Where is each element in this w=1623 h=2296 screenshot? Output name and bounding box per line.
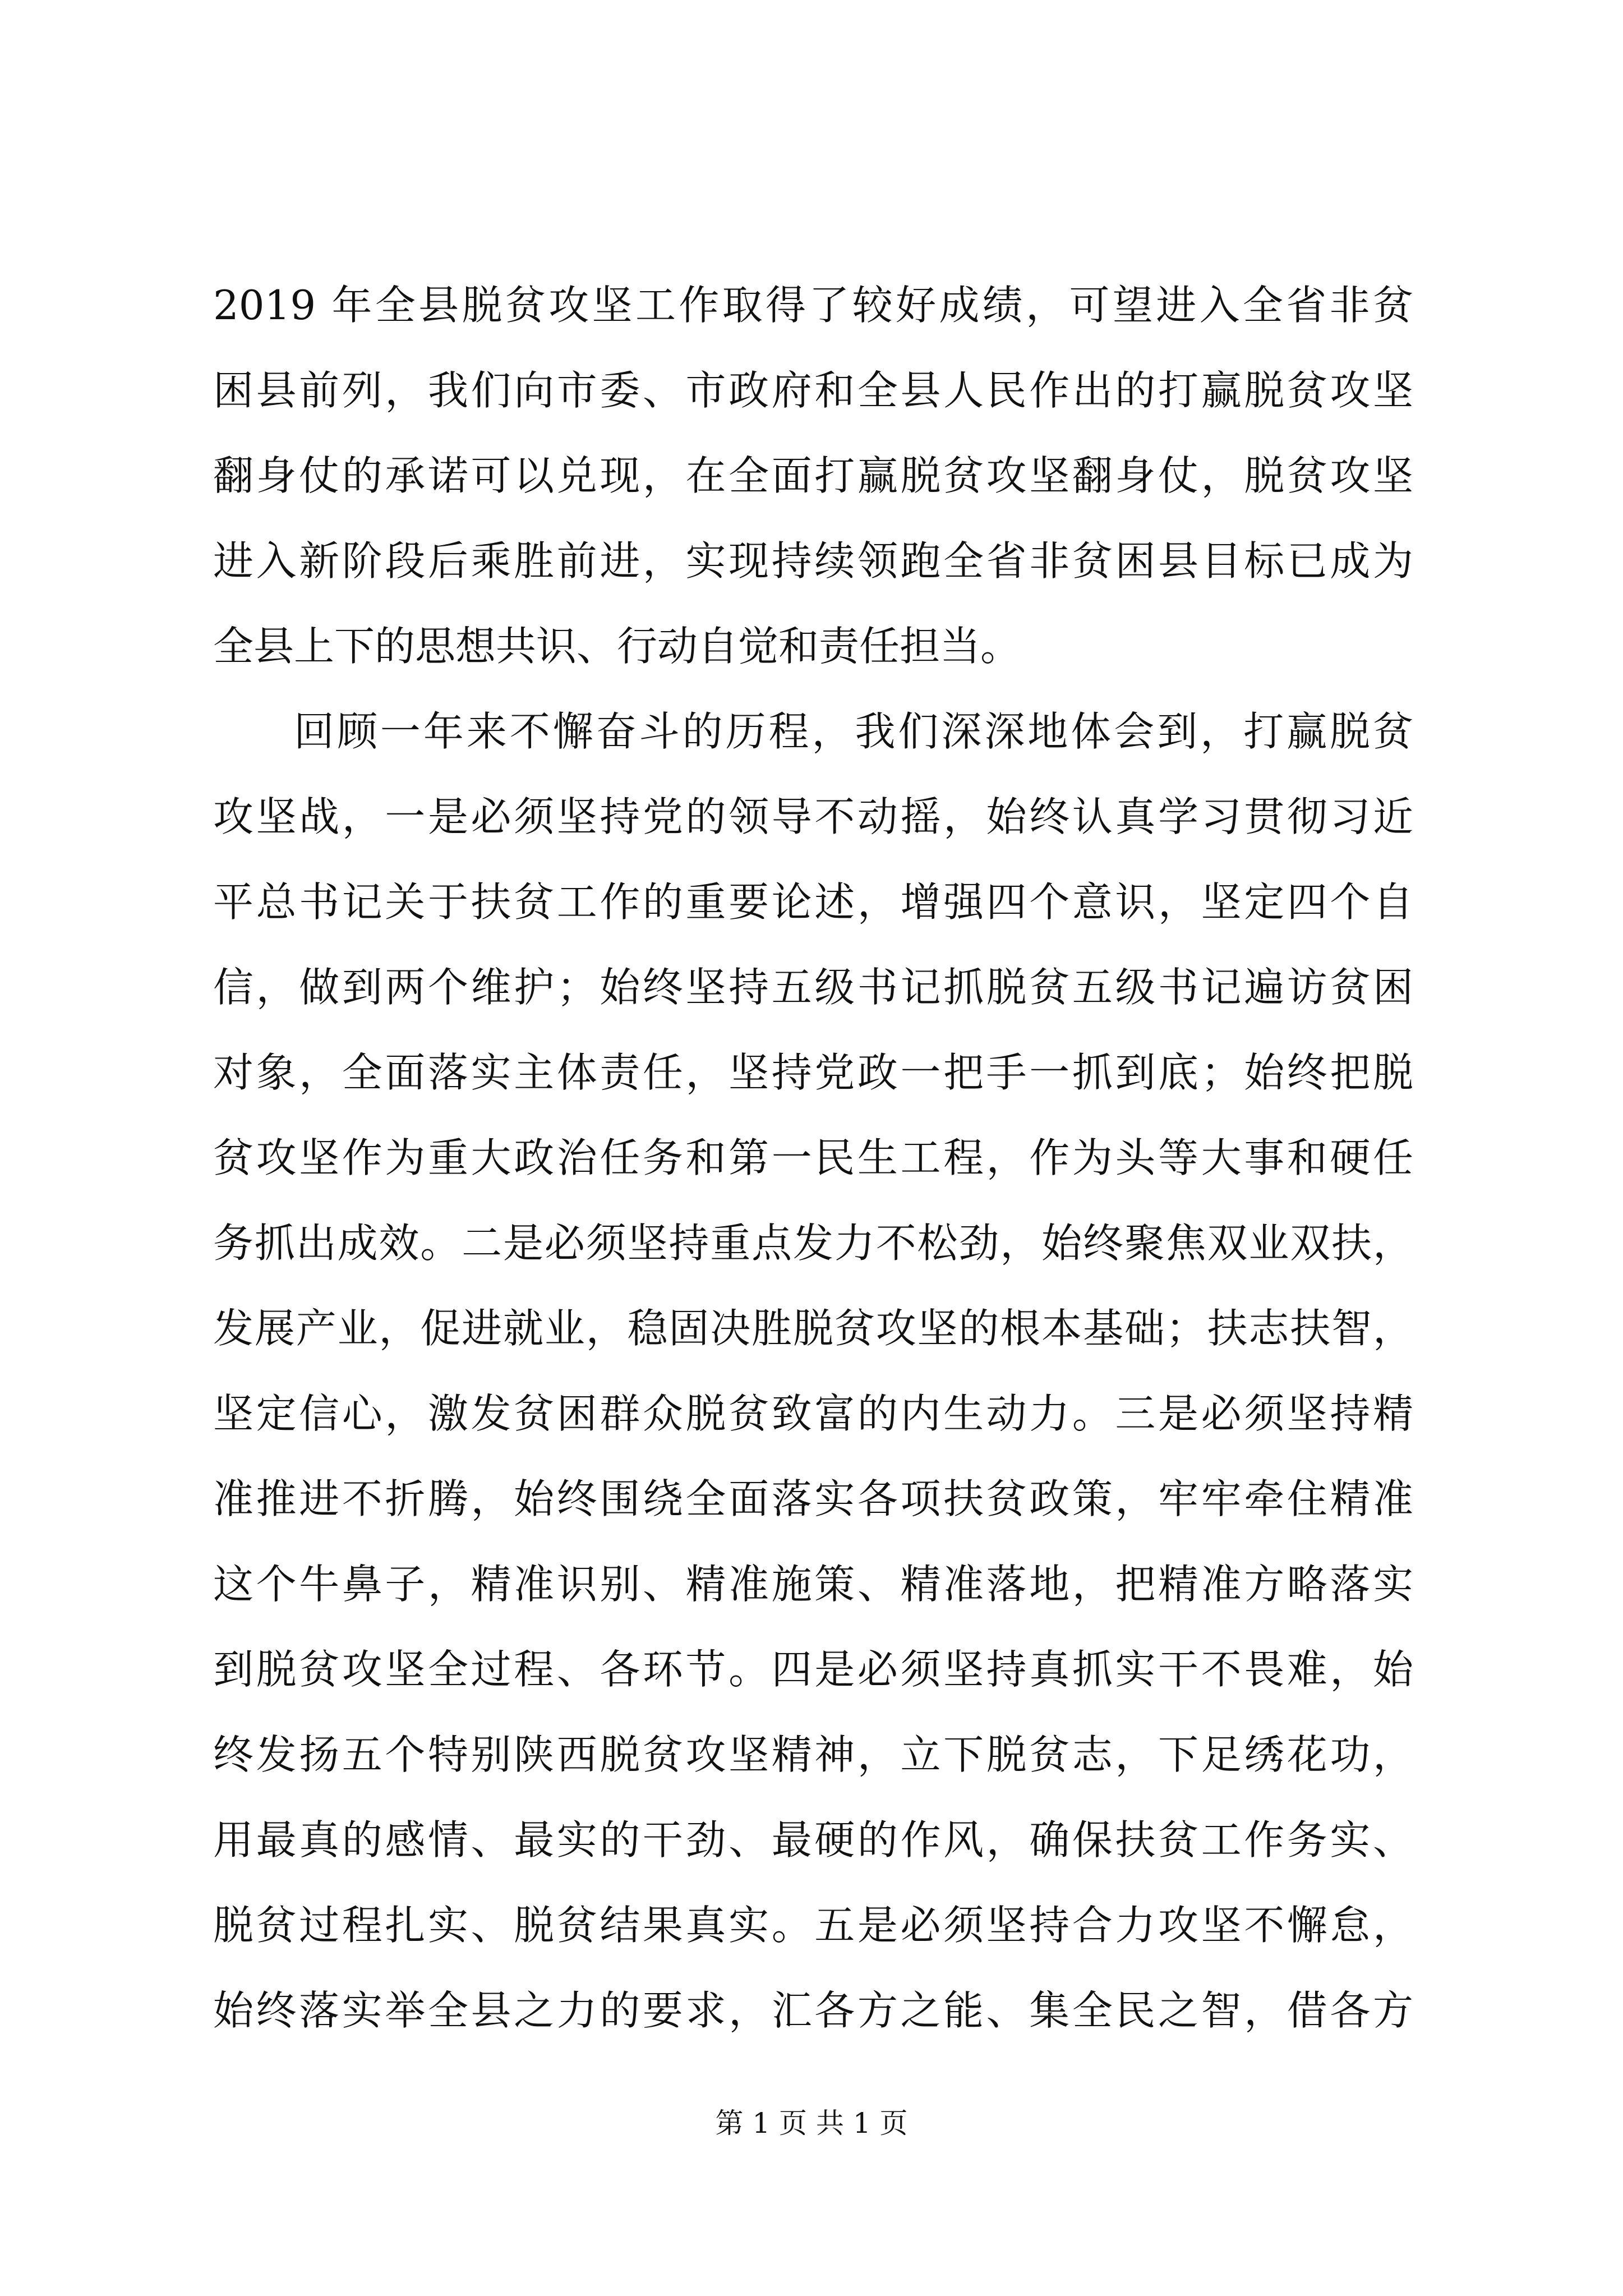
text-line: 攻坚战，一是必须坚持党的领导不动摇，始终认真学习贯彻习近 [213, 793, 1413, 840]
text-line: 全县上下的思想共识、行动自觉和责任担当。 [213, 623, 1021, 670]
text-line: 贫攻坚作为重大政治任务和第一民生工程，作为头等大事和硬任 [213, 1134, 1413, 1181]
text-line: 信，做到两个维护；始终坚持五级书记抓脱贫五级书记遍访贫困 [213, 964, 1413, 1011]
text-line: 始终落实举全县之力的要求，汇各方之能、集全民之智，借各方 [213, 1987, 1413, 2034]
text-line: 发展产业，促进就业，稳固决胜脱贫攻坚的根本基础；扶志扶智， [213, 1305, 1413, 1352]
text-line: 进入新阶段后乘胜前进，实现持续领跑全省非贫困县目标已成为 [213, 537, 1413, 585]
text-line: 回顾一年来不懈奋斗的历程，我们深深地体会到，打赢脱贫 [294, 708, 1413, 755]
text-line: 平总书记关于扶贫工作的重要论述，增强四个意识，坚定四个自 [213, 878, 1413, 926]
document-body [213, 263, 1413, 2053]
text-line: 困县前列，我们向市委、市政府和全县人民作出的打赢脱贫攻坚 [213, 367, 1413, 414]
text-line: 用最真的感情、最实的干劲、最硬的作风，确保扶贫工作务实、 [213, 1816, 1413, 1864]
text-line: 翻身仗的承诺可以兑现，在全面打赢脱贫攻坚翻身仗，脱贫攻坚 [213, 452, 1413, 499]
page-number-footer: 第 1 页 共 1 页 [715, 2107, 908, 2139]
text-line: 这个牛鼻子，精准识别、精准施策、精准落地，把精准方略落实 [213, 1561, 1413, 1608]
text-line: 坚定信心，激发贫困群众脱贫致富的内生动力。三是必须坚持精 [213, 1390, 1413, 1437]
text-line: 终发扬五个特别陕西脱贫攻坚精神，立下脱贫志，下足绣花功， [213, 1731, 1413, 1778]
text-line: 准推进不折腾，始终围绕全面落实各项扶贫政策，牢牢牵住精准 [213, 1475, 1413, 1522]
text-line: 脱贫过程扎实、脱贫结果真实。五是必须坚持合力攻坚不懈怠， [213, 1902, 1413, 1949]
text-line: 对象，全面落实主体责任，坚持党政一把手一抓到底；始终把脱 [213, 1049, 1413, 1096]
text-line: 2019 年全县脱贫攻坚工作取得了较好成绩，可望进入全省非贫 [213, 282, 1413, 329]
text-line: 务抓出成效。二是必须坚持重点发力不松劲，始终聚焦双业双扶， [213, 1220, 1413, 1267]
text-line: 到脱贫攻坚全过程、各环节。四是必须坚持真抓实干不畏难，始 [213, 1646, 1413, 1693]
